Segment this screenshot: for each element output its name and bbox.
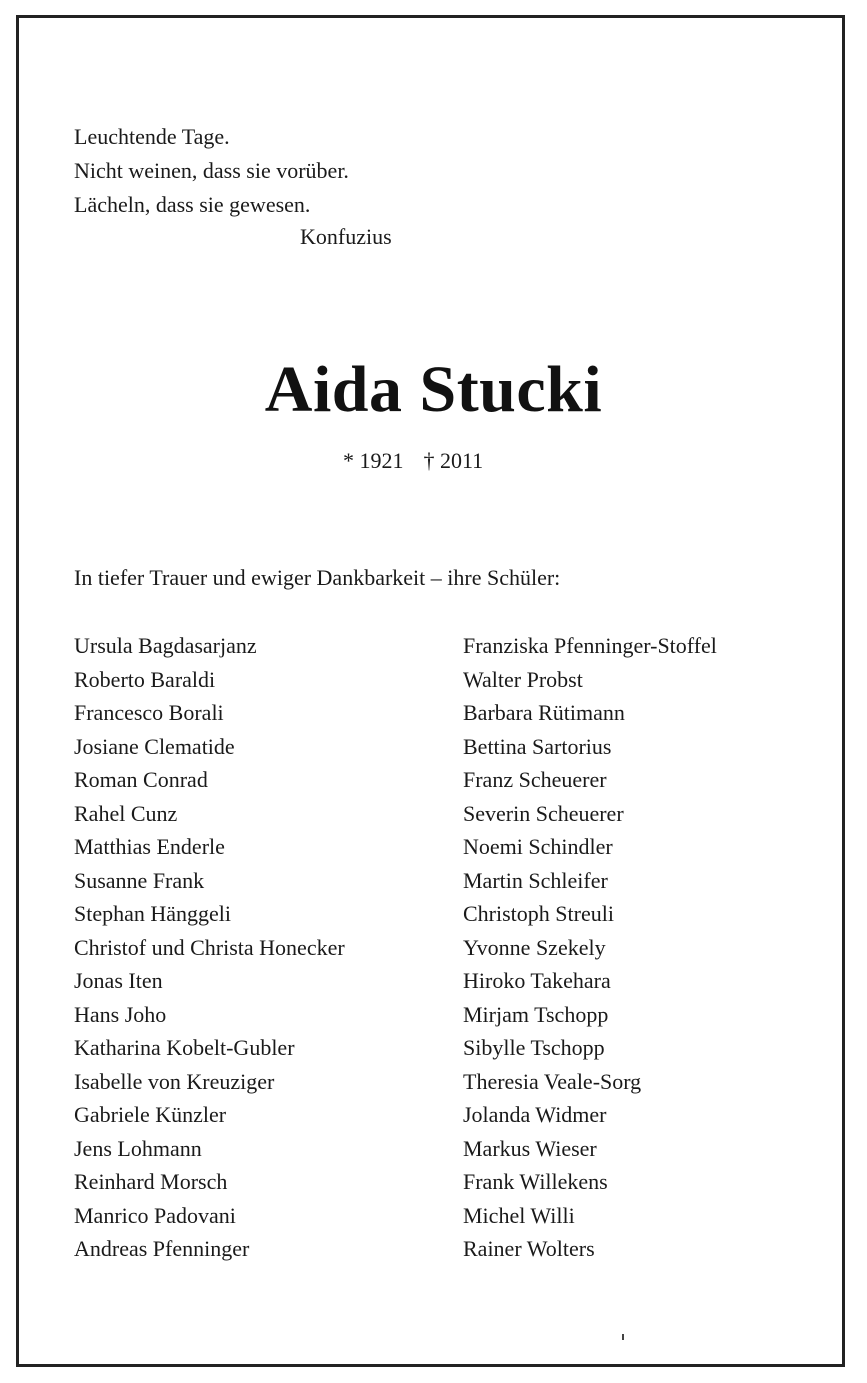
student-name: Walter Probst [463,666,583,692]
quote-line: Lächeln, dass sie gewesen. [74,192,311,217]
student-name: Mirjam Tschopp [463,1001,609,1027]
quote-line: Leuchtende Tage. [74,124,230,149]
deceased-name: Aida Stucki [264,353,603,426]
student-name: Franz Scheuerer [463,767,607,792]
quote-block [74,120,349,222]
student-name: Roman Conrad [74,767,208,792]
quote-author: Konfuzius [300,224,392,249]
student-name: Katharina Kobelt-Gubler [74,1035,295,1060]
student-name: Rainer Wolters [463,1236,595,1261]
student-name: Gabriele Künzler [74,1102,227,1127]
student-name: Susanne Frank [74,867,205,893]
student-name: Theresia Veale-Sorg [463,1068,642,1094]
print-speck [622,1334,624,1340]
student-name: Franziska Pfenninger-Stoffel [463,633,717,658]
student-name: Hiroko Takehara [463,968,611,993]
life-dates [343,446,483,476]
student-name: Jens Lohmann [74,1135,202,1161]
student-name: Martin Schleifer [463,867,608,893]
student-name: Frank Willekens [463,1169,608,1194]
student-name: Severin Scheuerer [463,800,624,826]
student-name: Josiane Clematide [74,733,235,759]
student-name: Isabelle von Kreuziger [74,1068,275,1094]
death-year: † 2011 [423,448,484,473]
student-name: Andreas Pfenninger [74,1236,250,1261]
student-name: Matthias Enderle [74,834,225,859]
student-name: Noemi Schindler [463,834,613,859]
student-name: Sibylle Tschopp [463,1035,605,1060]
student-name: Roberto Baraldi [74,666,216,692]
intro-text: In tiefer Trauer und ewiger Dankbarkeit – ihre Schüler: [74,565,561,590]
student-name: Markus Wieser [463,1135,597,1161]
students-right-column [463,629,717,1266]
students-left-column [74,629,345,1266]
student-name: Stephan Hänggeli [74,901,232,926]
student-name: Reinhard Morsch [74,1169,228,1194]
quote-line: Nicht weinen, dass sie vorüber. [74,158,349,183]
student-name: Michel Willi [463,1202,575,1228]
student-name: Yvonne Szekely [463,934,606,960]
student-name: Jolanda Widmer [463,1102,607,1127]
student-name: Christoph Streuli [463,901,614,926]
student-name: Rahel Cunz [74,800,178,826]
student-name: Ursula Bagdasarjanz [74,633,257,658]
student-name: Bettina Sartorius [463,733,612,759]
student-name: Jonas Iten [74,968,163,993]
student-name: Christof und Christa Honecker [74,934,345,960]
birth-year: * 1921 [343,448,404,473]
student-name: Manrico Padovani [74,1202,236,1228]
student-name: Barbara Rütimann [463,700,625,725]
student-name: Francesco Borali [74,700,224,725]
student-name: Hans Joho [74,1001,167,1027]
